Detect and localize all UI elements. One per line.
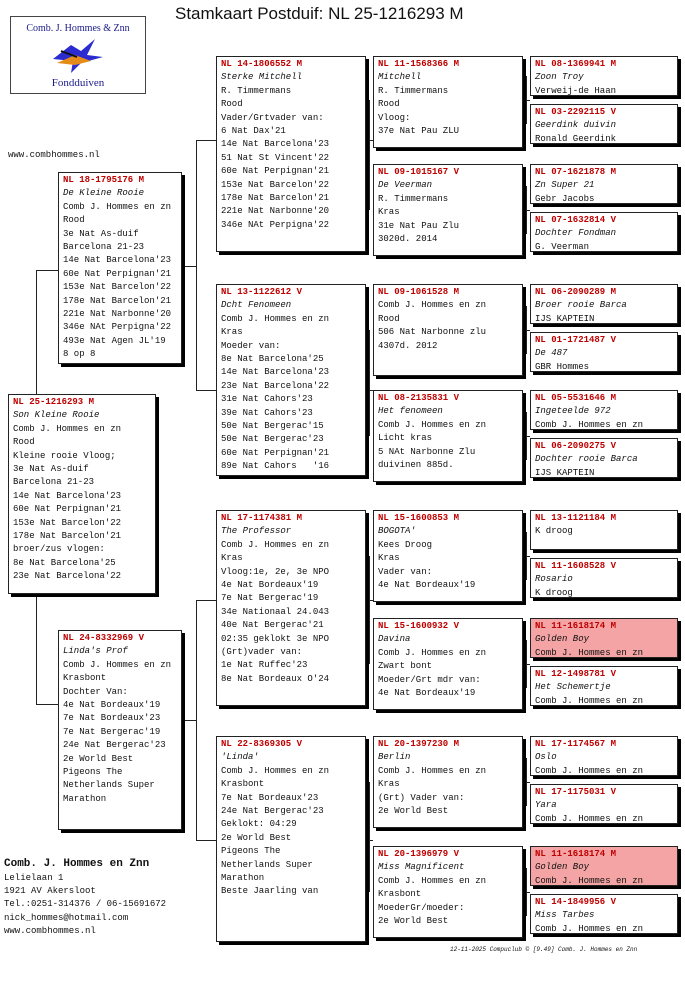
- card-line: Pigeons The: [63, 767, 123, 778]
- card-line: 31e Nat Pau Zlu: [378, 220, 460, 231]
- connector-line: [196, 140, 197, 390]
- owner-name: Verweij-de Haan: [535, 85, 617, 96]
- card-line: Licht kras: [378, 433, 433, 444]
- owner-name: Comb J. Hommes en zn: [221, 313, 330, 324]
- pigeon-name: Het Schemertje: [535, 682, 611, 693]
- card-line: 2e World Best: [378, 916, 449, 927]
- pedigree-card-g5: [530, 284, 678, 324]
- ring-number: NL 12-1498781 V: [535, 669, 617, 679]
- pedigree-card-g16: [530, 894, 678, 934]
- card-line: 60e Nat Perpignan'21: [221, 166, 330, 177]
- pedigree-card-ffm: [373, 164, 523, 256]
- pedigree-card-g11: [530, 618, 678, 658]
- card-line: Krasbont: [63, 673, 107, 684]
- pedigree-card-mmm: [373, 846, 523, 938]
- card-line: 24e Nat Bergerac'23: [63, 740, 166, 751]
- card-line: MoederGr/moeder:: [378, 902, 465, 913]
- card-line: (Grt)vader van:: [221, 647, 303, 658]
- card-line: Pigeons The: [221, 846, 281, 857]
- card-line: Dochter Van:: [63, 686, 128, 697]
- card-line: 2e World Best: [63, 753, 134, 764]
- ring-number: NL 17-1174381 M: [221, 513, 303, 523]
- pedigree-card-g10: [530, 558, 678, 598]
- pigeon-name: Son Kleine Rooie: [13, 410, 100, 421]
- ring-number: NL 11-1608528 V: [535, 561, 617, 571]
- card-line: Zwart bont: [378, 661, 433, 672]
- ring-number: NL 09-1015167 V: [378, 167, 460, 177]
- owner-name: Comb J. Hommes en zn: [535, 875, 644, 886]
- ring-number: NL 07-1632814 V: [535, 215, 617, 225]
- connector-line: [196, 600, 216, 601]
- logo-bird-icon: [51, 37, 105, 75]
- card-line: Krasbont: [378, 889, 422, 900]
- connector-line: [182, 266, 196, 267]
- owner-name: R. Timmermans: [221, 85, 292, 96]
- pedigree-card-ff: [216, 56, 366, 252]
- card-line: 178e Nat Barcelon'21: [63, 295, 172, 306]
- card-line: Kleine rooie Vloog;: [13, 450, 116, 461]
- ring-number: NL 22-8369305 V: [221, 739, 303, 749]
- card-line: 6 Nat Dax'21: [221, 126, 286, 137]
- card-line: 5 NAt Narbonne Zlu: [378, 446, 476, 457]
- pedigree-card-g3: [530, 164, 678, 204]
- address-street: Lelielaan 1: [4, 873, 64, 883]
- card-line: 221e Nat Narbonne'20: [221, 206, 330, 217]
- ring-number: NL 05-5531646 M: [535, 393, 617, 403]
- address-email[interactable]: nick_hommes@hotmail.com: [4, 912, 129, 923]
- pigeon-name: The Professor: [221, 526, 292, 537]
- ring-number: NL 09-1061528 M: [378, 287, 460, 297]
- card-line: 506 Nat Narbonne zlu: [378, 327, 487, 338]
- connector-line: [36, 270, 58, 271]
- card-line: 14e Nat Barcelona'23: [221, 139, 330, 150]
- pigeon-name: De Kleine Rooie: [63, 188, 145, 199]
- pedigree-card-mmf: [373, 736, 523, 828]
- pigeon-name: Linda's Prof: [63, 646, 128, 657]
- pedigree-card-g14: [530, 784, 678, 824]
- card-line: 3020d. 2014: [378, 234, 438, 245]
- pedigree-card-g15: [530, 846, 678, 886]
- card-line: 4e Nat Bordeaux'19: [221, 580, 319, 591]
- pigeon-name: Zn Super 21: [535, 180, 595, 191]
- card-line: 346e NAt Perpigna'22: [221, 219, 330, 230]
- card-line: 7e Nat Bordeaux'23: [63, 713, 161, 724]
- pigeon-name: 'Linda': [221, 752, 259, 763]
- ring-number: NL 17-1174567 M: [535, 739, 617, 749]
- owner-name: K droog: [535, 526, 573, 537]
- pedigree-card-g12: [530, 666, 678, 706]
- logo: [10, 16, 146, 94]
- card-line: 8e Nat Barcelona'25: [13, 557, 116, 568]
- card-line: Vloog:1e, 2e, 3e NPO: [221, 566, 330, 577]
- card-line: 60e Nat Perpignan'21: [13, 504, 122, 515]
- connector-line: [36, 704, 58, 705]
- card-line: Marathon: [63, 793, 107, 804]
- card-line: 34e Nationaal 24.043: [221, 606, 330, 617]
- owner-name: Ronald Geerdink: [535, 133, 617, 144]
- card-line: 4307d. 2012: [378, 340, 438, 351]
- ring-number: NL 11-1618174 M: [535, 849, 617, 859]
- pedigree-card-fmf: [373, 284, 523, 376]
- pigeon-name: Rosario: [535, 574, 573, 585]
- pigeon-name: Het fenomeen: [378, 406, 443, 417]
- card-line: 8 op 8: [63, 349, 96, 360]
- ring-number: NL 24-8332969 V: [63, 633, 145, 643]
- owner-name: Comb J. Hommes en zn: [535, 419, 644, 430]
- card-line: 2e World Best: [378, 806, 449, 817]
- owner-name: IJS KAPTEIN: [535, 313, 595, 324]
- card-line: 14e Nat Barcelona'23: [63, 255, 172, 266]
- ring-number: NL 20-1396979 V: [378, 849, 460, 859]
- pigeon-name: Broer rooie Barca: [535, 300, 627, 311]
- card-line: Rood: [378, 99, 400, 110]
- card-line: Rood: [63, 215, 85, 226]
- card-line: 23e Nat Barcelona'22: [13, 571, 122, 582]
- card-line: Kras: [378, 779, 400, 790]
- pedigree-card-g4: [530, 212, 678, 252]
- card-line: 8e Nat Bordeaux O'24: [221, 673, 330, 684]
- connector-line: [196, 390, 216, 391]
- connector-line: [526, 640, 527, 688]
- card-line: 8e Nat Barcelona'25: [221, 354, 324, 365]
- address-name: Comb. J. Hommes en Znn: [4, 858, 150, 870]
- card-line: Kras: [221, 327, 243, 338]
- card-line: 178e Nat Barcelon'21: [221, 193, 330, 204]
- connector-line: [182, 720, 196, 721]
- owner-name: Comb J. Hommes en zn: [378, 300, 487, 311]
- card-line: 14e Nat Barcelona'23: [13, 490, 122, 501]
- connector-line: [526, 306, 527, 354]
- connector-line: [526, 532, 527, 580]
- card-line: Rood: [13, 437, 35, 448]
- pigeon-name: Yara: [535, 800, 557, 811]
- pedigree-card-g7: [530, 390, 678, 430]
- card-line: duivinen 885d.: [378, 460, 454, 471]
- card-line: Netherlands Super: [63, 780, 155, 791]
- pedigree-card-g6: [530, 332, 678, 372]
- card-line: Barcelona 21-23: [13, 477, 95, 488]
- pedigree-card-mf: [216, 510, 366, 706]
- connector-line: [369, 100, 370, 210]
- address-phone: Tel.:0251-314376 / 06-15691672: [4, 899, 167, 910]
- card-line: Moeder van:: [221, 340, 281, 351]
- connector-line: [196, 840, 216, 841]
- owner-name: G. Veerman: [535, 241, 590, 252]
- card-line: Beste Jaarling van: [221, 886, 319, 897]
- pigeon-name: Zoon Troy: [535, 72, 584, 83]
- card-line: 3e Nat As-duif: [13, 464, 89, 475]
- owner-name: IJS KAPTEIN: [535, 467, 595, 478]
- card-line: 221e Nat Narbonne'20: [63, 309, 172, 320]
- owner-name: Kees Droog: [378, 539, 433, 550]
- card-line: 4e Nat Bordeaux'19: [378, 688, 476, 699]
- card-line: Barcelona 21-23: [63, 242, 145, 253]
- connector-line: [369, 556, 370, 664]
- owner-name: Comb J. Hommes en zn: [535, 695, 644, 706]
- pedigree-card-mother: [58, 630, 182, 830]
- ring-number: NL 01-1721487 V: [535, 335, 617, 345]
- connector-line: [526, 76, 527, 124]
- card-line: Kras: [378, 207, 400, 218]
- pedigree-card-father: [58, 172, 182, 364]
- ring-number: NL 06-2090275 V: [535, 441, 617, 451]
- logo-bottom-text: Fondduiven: [51, 77, 105, 89]
- pigeon-name: Golden Boy: [535, 634, 590, 645]
- pigeon-name: Dochter rooie Barca: [535, 454, 638, 465]
- card-line: (Grt) Vader van:: [378, 792, 465, 803]
- address-block: [4, 856, 166, 938]
- pigeon-name: De Veerman: [378, 180, 433, 191]
- card-line: 23e Nat Barcelona'22: [221, 380, 330, 391]
- connector-line: [196, 600, 197, 840]
- ring-number: NL 06-2090289 M: [535, 287, 617, 297]
- ring-number: NL 08-1369941 M: [535, 59, 617, 69]
- card-line: Marathon: [221, 873, 265, 884]
- address-web[interactable]: www.combhommes.nl: [4, 925, 96, 936]
- ring-number: NL 11-1568366 M: [378, 59, 460, 69]
- owner-name: Comb J. Hommes en zn: [63, 201, 172, 212]
- ring-number: NL 13-1122612 V: [221, 287, 303, 297]
- card-line: 60e Nat Perpignan'21: [63, 268, 172, 279]
- card-line: 4e Nat Bordeaux'19: [378, 580, 476, 591]
- ring-number: NL 20-1397230 M: [378, 739, 460, 749]
- card-line: 4e Nat Bordeaux'19: [63, 700, 161, 711]
- card-line: 40e Nat Bergerac'21: [221, 620, 324, 631]
- pedigree-card-subject: [8, 394, 156, 594]
- pedigree-card-g8: [530, 438, 678, 478]
- card-line: 89e Nat Cahors '16: [221, 461, 330, 472]
- owner-name: Comb J. Hommes en zn: [221, 765, 330, 776]
- ring-number: NL 11-1618174 M: [535, 621, 617, 631]
- card-line: 1e Nat Ruffec'23: [221, 660, 308, 671]
- ring-number: NL 15-1600853 M: [378, 513, 460, 523]
- card-line: 50e Nat Bergerac'15: [221, 421, 324, 432]
- card-line: Krasbont: [221, 779, 265, 790]
- card-line: Vloog:: [378, 112, 411, 123]
- ring-number: NL 15-1600932 V: [378, 621, 460, 631]
- owner-name: Gebr Jacobs: [535, 193, 595, 204]
- pigeon-name: De 487: [535, 348, 568, 359]
- owner-name: Comb J. Hommes en zn: [535, 647, 644, 658]
- owner-name: Comb J. Hommes en zn: [13, 423, 122, 434]
- card-line: Vader/Grtvader van:: [221, 112, 324, 123]
- website-link[interactable]: www.combhommes.nl: [8, 150, 100, 160]
- connector-line: [526, 186, 527, 234]
- card-line: 178e Nat Barcelon'21: [13, 531, 122, 542]
- connector-line: [526, 412, 527, 460]
- ring-number: NL 14-1806552 M: [221, 59, 303, 69]
- card-line: 7e Nat Bordeaux'23: [221, 792, 319, 803]
- connector-line: [526, 758, 527, 806]
- footer-text: 12-11-2025 Compuclub © [9.49] Comb. J. Hommes en Znn: [450, 946, 638, 953]
- pigeon-name: BOGOTA': [378, 526, 416, 537]
- ring-number: NL 25-1216293 M: [13, 397, 95, 407]
- ring-number: NL 08-2135831 V: [378, 393, 460, 403]
- pedigree-card-mff: [373, 510, 523, 602]
- pigeon-name: Sterke Mitchell: [221, 72, 303, 83]
- owner-name: Comb J. Hommes en zn: [535, 923, 644, 934]
- owner-name: Comb J. Hommes en zn: [535, 813, 644, 824]
- pigeon-name: Miss Tarbes: [535, 910, 595, 921]
- card-line: Kras: [378, 553, 400, 564]
- connector-line: [369, 782, 370, 892]
- owner-name: Comb J. Hommes en zn: [221, 539, 330, 550]
- card-line: 7e Nat Bergerac'19: [63, 726, 161, 737]
- pigeon-name: Berlin: [378, 752, 411, 763]
- owner-name: R. Timmermans: [378, 85, 449, 96]
- owner-name: GBR Hommes: [535, 361, 590, 372]
- pedigree-card-g1: [530, 56, 678, 96]
- pigeon-name: Golden Boy: [535, 862, 590, 873]
- pedigree-card-g2: [530, 104, 678, 144]
- card-line: 346e NAt Perpigna'22: [63, 322, 172, 333]
- pigeon-name: Ingeteelde 972: [535, 406, 611, 417]
- card-line: Moeder/Grt mdr van:: [378, 674, 481, 685]
- card-line: Rood: [221, 99, 243, 110]
- pedigree-card-g13: [530, 736, 678, 776]
- connector-line: [369, 330, 370, 436]
- card-line: 153e Nat Barcelon'22: [221, 179, 330, 190]
- card-line: 51 Nat St Vincent'22: [221, 152, 330, 163]
- pigeon-name: Dochter Fondman: [535, 228, 617, 239]
- card-line: 37e Nat Pau ZLU: [378, 126, 460, 137]
- card-line: 153e Nat Barcelon'22: [13, 517, 122, 528]
- card-line: 39e Nat Cahors'23: [221, 407, 313, 418]
- owner-name: Comb J. Hommes en zn: [535, 765, 644, 776]
- pedigree-card-g9: [530, 510, 678, 550]
- pedigree-card-fff: [373, 56, 523, 148]
- ring-number: NL 18-1795176 M: [63, 175, 145, 185]
- owner-name: Comb J. Hommes en zn: [378, 765, 487, 776]
- card-line: 14e Nat Barcelona'23: [221, 367, 330, 378]
- pigeon-name: Oslo: [535, 752, 557, 763]
- card-line: 153e Nat Barcelon'22: [63, 282, 172, 293]
- owner-name: Comb J. Hommes en zn: [378, 647, 487, 658]
- owner-name: K droog: [535, 587, 573, 598]
- card-line: Geklokt: 04:29: [221, 819, 297, 830]
- card-line: Vader van:: [378, 566, 433, 577]
- card-line: Kras: [221, 553, 243, 564]
- owner-name: R. Timmermans: [378, 193, 449, 204]
- owner-name: Comb J. Hommes en zn: [378, 875, 487, 886]
- connector-line: [526, 868, 527, 916]
- card-line: broer/zus vlogen:: [13, 544, 105, 555]
- card-line: 24e Nat Bergerac'23: [221, 806, 324, 817]
- address-city: 1921 AV Akersloot: [4, 886, 96, 897]
- card-line: 2e World Best: [221, 832, 292, 843]
- card-line: 60e Nat Perpignan'21: [221, 447, 330, 458]
- ring-number: NL 13-1121184 M: [535, 513, 617, 523]
- pigeon-name: Dcht Fenomeen: [221, 300, 292, 311]
- card-line: Rood: [378, 313, 400, 324]
- connector-line: [36, 594, 37, 704]
- ring-number: NL 14-1849956 V: [535, 897, 617, 907]
- logo-top-text: Comb. J. Hommes & Znn: [26, 23, 130, 34]
- pedigree-card-mm: [216, 736, 366, 942]
- owner-name: Comb J. Hommes en zn: [378, 419, 487, 430]
- ring-number: NL 07-1621878 M: [535, 167, 617, 177]
- card-line: 50e Nat Bergerac'23: [221, 434, 324, 445]
- connector-line: [196, 140, 216, 141]
- pigeon-name: Miss Magnificent: [378, 862, 465, 873]
- card-line: Netherlands Super: [221, 859, 313, 870]
- ring-number: NL 17-1175031 V: [535, 787, 617, 797]
- card-line: 7e Nat Bergerac'19: [221, 593, 319, 604]
- pedigree-card-mfm: [373, 618, 523, 710]
- card-line: 3e Nat As-duif: [63, 228, 139, 239]
- card-line: 02:35 geklokt 3e NPO: [221, 633, 330, 644]
- pedigree-card-fm: [216, 284, 366, 476]
- ring-number: NL 03-2292115 V: [535, 107, 617, 117]
- card-line: 31e Nat Cahors'23: [221, 394, 313, 405]
- card-line: 493e Nat Agen JL'19: [63, 335, 166, 346]
- page-title: Stamkaart Postduif: NL 25-1216293 M: [175, 4, 464, 23]
- owner-name: Comb J. Hommes en zn: [63, 659, 172, 670]
- pigeon-name: Mitchell: [378, 72, 422, 83]
- pedigree-card-fmm: [373, 390, 523, 482]
- connector-line: [36, 270, 37, 394]
- pigeon-name: Davina: [378, 634, 411, 645]
- pigeon-name: Geerdink duivin: [535, 120, 617, 131]
